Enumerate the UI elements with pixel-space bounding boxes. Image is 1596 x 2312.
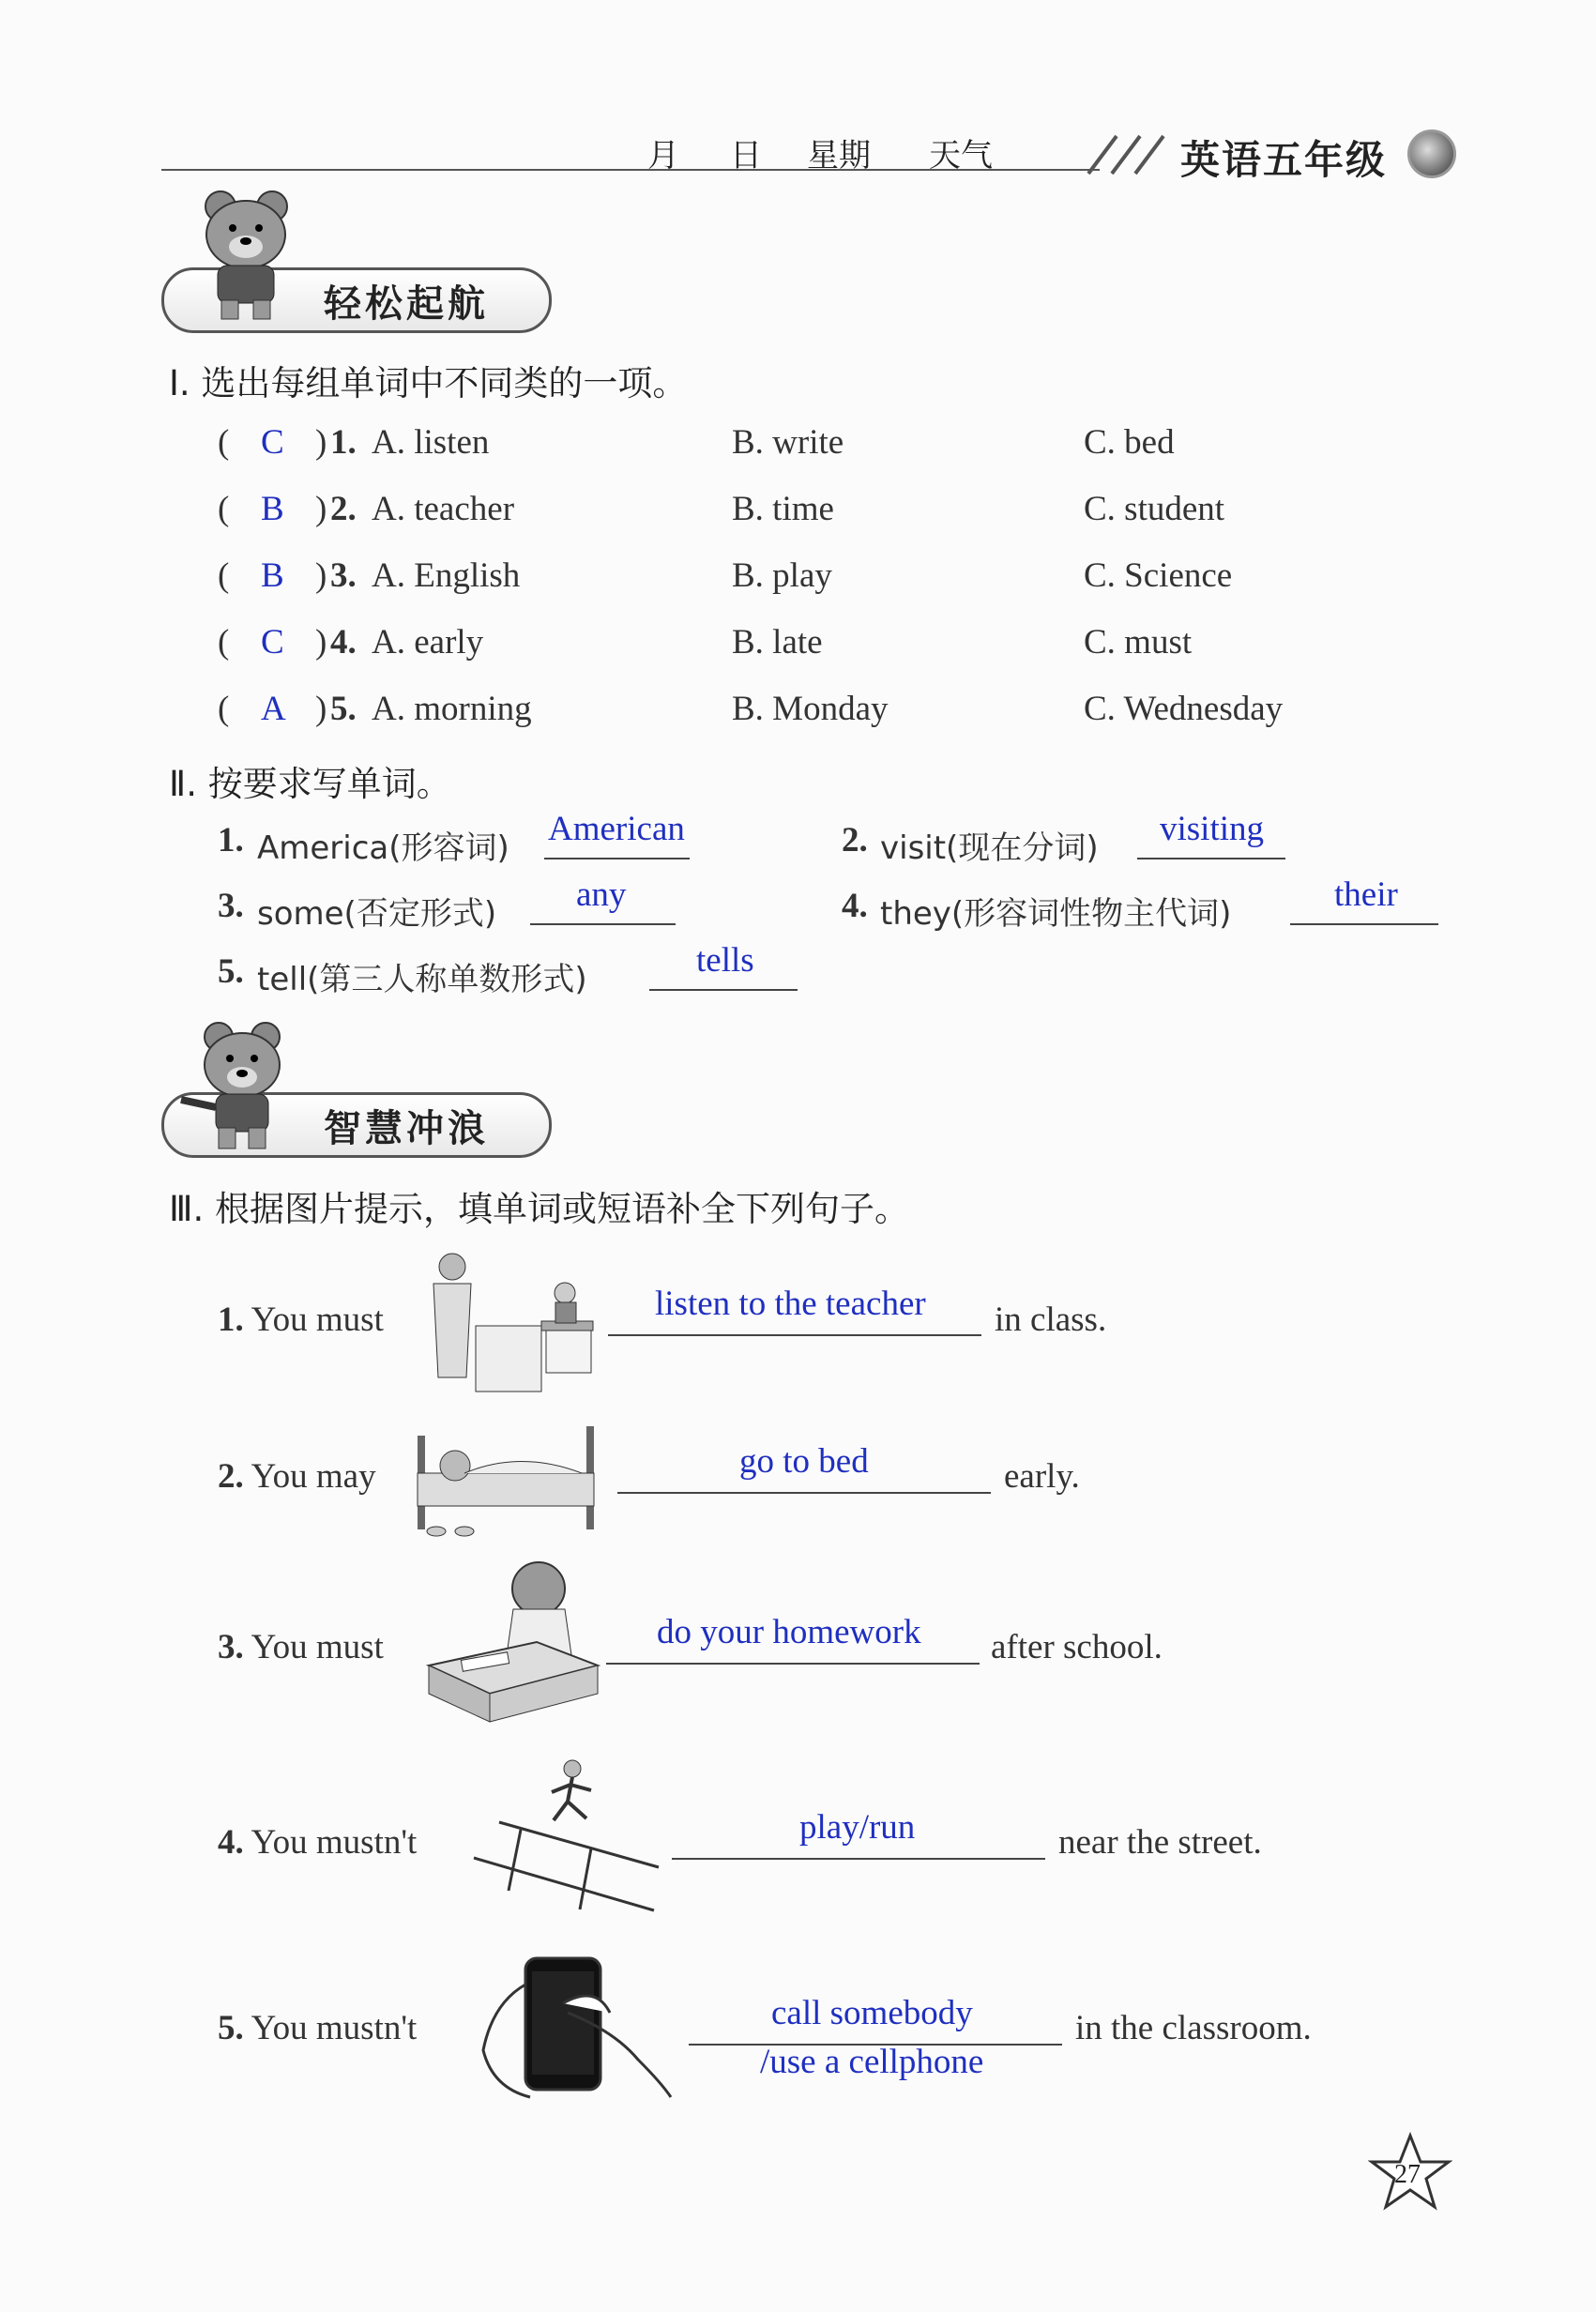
list-item <box>218 1822 417 1863</box>
item-number: 1. <box>330 423 357 462</box>
section2-title: 智慧冲浪 <box>324 1107 489 1150</box>
list-item <box>218 1627 384 1667</box>
option-b: B. Monday <box>732 690 889 728</box>
paren-open: ( <box>218 556 230 595</box>
answer-text: any <box>576 875 627 914</box>
item-number: 3. <box>218 887 244 925</box>
answer-text: listen to the teacher <box>655 1285 926 1323</box>
paren-open: ( <box>218 690 230 728</box>
item-number: 3. <box>330 556 357 595</box>
option-c: C. must <box>1084 623 1193 662</box>
sentence-start: You mustn't <box>251 1823 418 1862</box>
item-number: 5. <box>218 952 244 991</box>
option-b: B. write <box>732 423 844 462</box>
sentence-start: You mustn't <box>251 2009 418 2047</box>
item-number: 2. <box>842 821 868 859</box>
header-rule <box>161 169 1100 171</box>
answer-letter: B <box>261 490 284 528</box>
month-label: 月 <box>647 137 679 175</box>
option-c: C. Wednesday <box>1084 690 1284 728</box>
option-c: C. student <box>1084 490 1225 528</box>
answer-text: American <box>548 810 685 848</box>
paren-close: ) <box>315 623 327 662</box>
item-number: 5. <box>218 2009 244 2047</box>
weekday-label: 星期 <box>807 137 871 175</box>
option-b: B. late <box>732 623 823 662</box>
sentence-end: near the street. <box>1058 1823 1262 1862</box>
answer-text: their <box>1334 875 1398 914</box>
paren-open: ( <box>218 490 230 528</box>
paren-close: ) <box>315 490 327 528</box>
option-a: A. morning <box>372 690 532 728</box>
option-c: C. bed <box>1084 423 1175 462</box>
option-a: A. teacher <box>372 490 515 528</box>
hands-holding-cellphone-picture <box>474 1947 676 2107</box>
answer-letter: C <box>261 423 284 462</box>
list-item <box>218 1456 376 1497</box>
paren-open: ( <box>218 623 230 662</box>
boy-doing-homework-picture <box>424 1553 602 1741</box>
item-number: 4. <box>218 1823 244 1862</box>
list-item: ( <box>218 423 230 462</box>
word-prompt: tell(第三人称单数形式) <box>257 961 587 998</box>
part1-heading: Ⅰ. 选出每组单词中不同类的一项。 <box>169 363 688 403</box>
option-b: B. time <box>732 490 834 528</box>
option-a: A. listen <box>372 423 490 462</box>
paren-close: ) <box>315 423 327 462</box>
paren-close: ) <box>315 690 327 728</box>
answer-text-line2: /use a cellphone <box>760 2043 984 2081</box>
sentence-end: early. <box>1004 1457 1080 1496</box>
sentence-end: in class. <box>995 1300 1107 1339</box>
answer-text: do your homework <box>657 1613 921 1651</box>
item-number: 1. <box>218 1300 244 1339</box>
header-slashes <box>1070 131 1173 178</box>
option-b: B. play <box>732 556 832 595</box>
item-number: 3. <box>218 1628 244 1666</box>
item-number: 2. <box>218 1457 244 1496</box>
header-badge-icon <box>1407 129 1456 178</box>
word-prompt: America(形容词) <box>257 829 509 867</box>
sentence-start: You may <box>251 1457 376 1496</box>
page-number: 27 <box>1394 2160 1421 2189</box>
answer-text: go to bed <box>739 1442 869 1481</box>
sentence-start: You must <box>251 1628 384 1666</box>
weather-label: 天气 <box>929 137 993 175</box>
part3-heading: Ⅲ. 根据图片提示，填单词或短语补全下列句子。 <box>169 1189 910 1229</box>
item-number: 1. <box>218 821 244 859</box>
option-a: A. English <box>372 556 521 595</box>
item-number: 4. <box>842 887 868 925</box>
list-item <box>218 2008 417 2048</box>
grade-title: 英语五年级 <box>1180 137 1388 183</box>
bear-pointing-icon <box>174 1013 291 1154</box>
section1-title: 轻松起航 <box>324 282 489 326</box>
answer-letter: B <box>261 556 284 595</box>
classroom-teacher-picture <box>424 1246 602 1396</box>
answer-text: call somebody <box>771 1994 973 2032</box>
paren-close: ) <box>315 556 327 595</box>
child-running-street-picture <box>469 1755 666 1933</box>
sentence-start: You must <box>251 1300 384 1339</box>
boy-in-bed-picture <box>408 1407 605 1539</box>
answer-letter: A <box>261 690 286 728</box>
list-item <box>218 1300 384 1340</box>
answer-letter: C <box>261 623 284 662</box>
word-prompt: they(形容词性物主代词) <box>880 895 1232 933</box>
answer-text: visiting <box>1160 810 1265 848</box>
option-a: A. early <box>372 623 484 662</box>
sentence-end: in the classroom. <box>1075 2009 1312 2047</box>
item-number: 2. <box>330 490 357 528</box>
sentence-end: after school. <box>991 1628 1163 1666</box>
day-label: 日 <box>730 137 762 175</box>
answer-text: tells <box>696 941 754 980</box>
part2-heading: Ⅱ. 按要求写单词。 <box>169 764 451 804</box>
word-prompt: some(否定形式) <box>257 895 497 933</box>
word-prompt: visit(现在分词) <box>880 829 1099 867</box>
item-number: 4. <box>330 623 357 662</box>
answer-text: play/run <box>799 1808 916 1847</box>
option-c: C. Science <box>1084 556 1233 595</box>
item-number: 5. <box>330 690 357 728</box>
bear-icon <box>188 183 300 324</box>
